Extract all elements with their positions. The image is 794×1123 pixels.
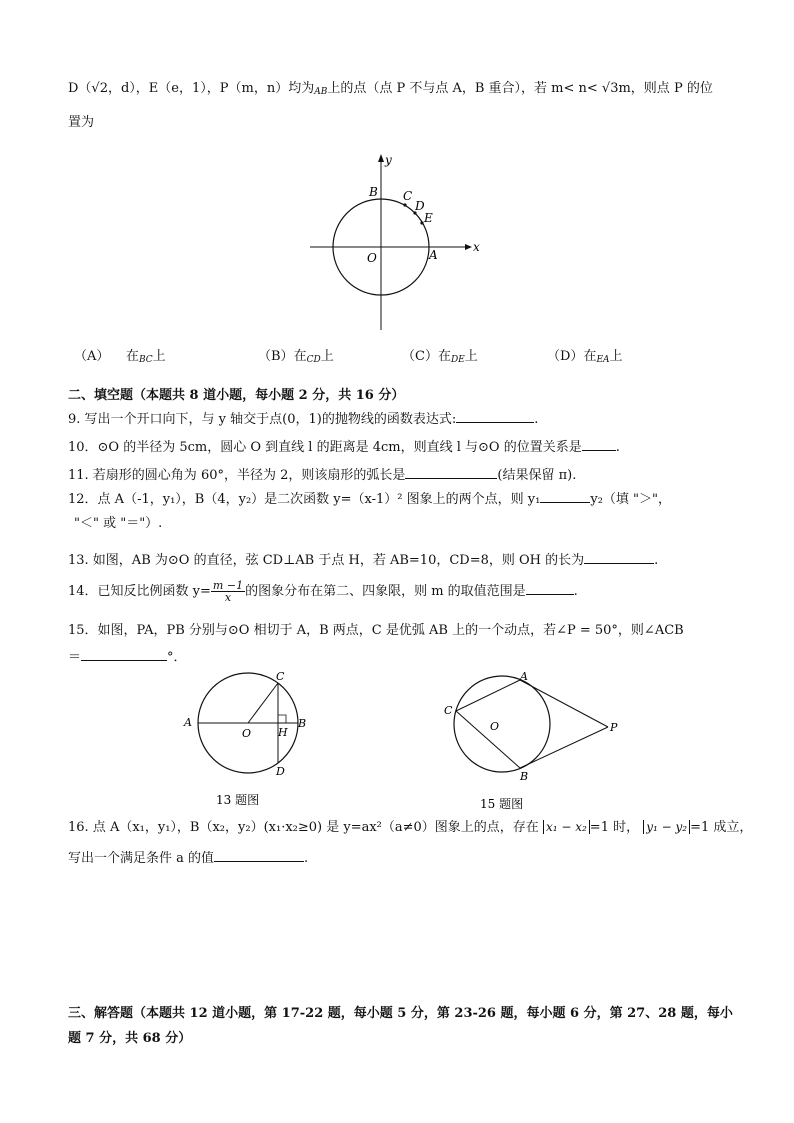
fig13-radius-oc [248, 683, 278, 723]
question-12-line2: "＜" 或 "＝"）. [74, 516, 163, 531]
fig13-caption: 13 题图 [216, 793, 260, 807]
question-9: 9. 写出一个开口向下，与 y 轴交于点(0，1)的抛物线的函数表达式: . [68, 412, 539, 427]
question-15-line1: 15．如图，PA，PB 分别与⊙O 相切于 A，B 两点，C 是优弧 AB 上的一个动点，若∠P = 50°，则∠ACB [68, 623, 684, 638]
fig15-label-o: O [490, 720, 500, 733]
fig13-label-c: C [276, 670, 285, 683]
answer-blank-13 [584, 551, 654, 564]
answer-blank-9 [456, 410, 534, 423]
fig13-label-b: B [298, 717, 307, 730]
label-a: A [429, 248, 438, 262]
fig15-label-a: A [520, 670, 528, 683]
figure-13 [176, 668, 326, 813]
answer-blank-12 [540, 490, 590, 503]
section-3-heading-line2: 题 7 分，共 68 分） [68, 1031, 192, 1046]
q8-option-a: （A） 在BC上 [74, 349, 166, 365]
arc-ab-label: AB [314, 87, 328, 97]
answer-blank-11 [405, 466, 497, 479]
abs-x1-minus-x2: x₁ − x₂ [543, 820, 590, 834]
fraction-m-minus-1-over-x: $\frac{m -1}{x}$ [212, 579, 244, 604]
fig15-tangent-pb [520, 727, 608, 768]
q8-option-c: （C）在DE上 [402, 349, 478, 365]
q8-option-b: （B）在CD上 [258, 349, 334, 365]
answer-blank-14 [526, 582, 574, 595]
y-axis-arrow [378, 154, 384, 162]
fig15-chord-ca [456, 680, 520, 711]
fig15-chord-cb [456, 711, 520, 768]
section-2-heading: 二、填空题（本题共 8 道小题，每小题 2 分，共 16 分） [68, 388, 405, 403]
q8-option-d: （D）在EA上 [547, 349, 623, 365]
section-3-heading-line1: 三、解答题（本题共 12 道小题，第 17-22 题，每小题 5 分，第 23-26 题，每小题 6 分，第 27、28 题，每小 [68, 1006, 733, 1021]
answer-blank-16 [214, 849, 304, 862]
answer-blank-10 [582, 438, 616, 451]
question-14: 14．已知反比例函数 y= $\frac{m -1}{x}$ 的图象分布在第二、四象限，则 m 的取值范围是 . [68, 579, 578, 604]
question-12-line1: 12．点 A（-1，y₁），B（4，y₂）是二次函数 y=（x-1）² 图象上的两个点，则 y₁ y₂（填 "＞"， [68, 492, 671, 507]
label-x: x [473, 240, 480, 254]
label-c: C [403, 189, 413, 203]
fig15-label-p: P [610, 721, 618, 734]
fig13-label-a: A [184, 716, 192, 729]
answer-blank-15 [81, 648, 167, 661]
fig13-right-angle [278, 715, 286, 723]
fig15-circle [454, 676, 550, 772]
q8-stem-line1: D（√2，d），E（e，1），P（m，n）均为AB上的点（点 P 不与点 A，B 重合），若 m< n< √3m，则点 P 的位 [68, 81, 713, 97]
point-c [403, 203, 406, 206]
q8-circle-figure [305, 150, 485, 335]
question-16-line2: 写出一个满足条件 a 的值 . [68, 851, 309, 866]
fig15-label-c: C [444, 704, 453, 717]
label-e: E [424, 211, 433, 225]
label-b: B [369, 185, 378, 199]
q8-stem-line2: 置为 [68, 115, 95, 130]
abs-y1-minus-y2: y₁ − y₂ [643, 820, 690, 834]
x-axis-arrow [465, 244, 472, 250]
fig15-caption: 15 题图 [480, 797, 524, 811]
question-11: 11. 若扇形的圆心角为 60°，半径为 2，则该扇形的弧长是 (结果保留 π). [68, 468, 577, 483]
figure-15 [440, 668, 630, 813]
label-o: O [367, 251, 377, 265]
question-16-line1: 16. 点 A（x₁，y₁），B（x₂，y₂）(x₁·x₂≥0) 是 y=ax²（a≠0）图象上的点，存在 x₁ − x₂ =1 时， y₁ − y₂ =1 成立， [68, 820, 753, 835]
label-y: y [385, 153, 392, 167]
fig13-label-h: H [278, 726, 288, 739]
label-d: D [415, 199, 425, 213]
fig15-tangent-pa [520, 680, 608, 727]
question-13: 13. 如图，AB 为⊙O 的直径，弦 CD⊥AB 于点 H，若 AB=10，CD=8，则 OH 的长为 . [68, 553, 659, 568]
fig15-label-b: B [520, 770, 529, 783]
question-10: 10．⊙O 的半径为 5cm，圆心 O 到直线 l 的距离是 4cm，则直线 l 与⊙O 的位置关系是 . [68, 440, 620, 455]
question-15-line2: ＝ °． [68, 650, 187, 665]
fig13-label-o: O [242, 727, 252, 740]
fig13-label-d: D [276, 765, 285, 778]
